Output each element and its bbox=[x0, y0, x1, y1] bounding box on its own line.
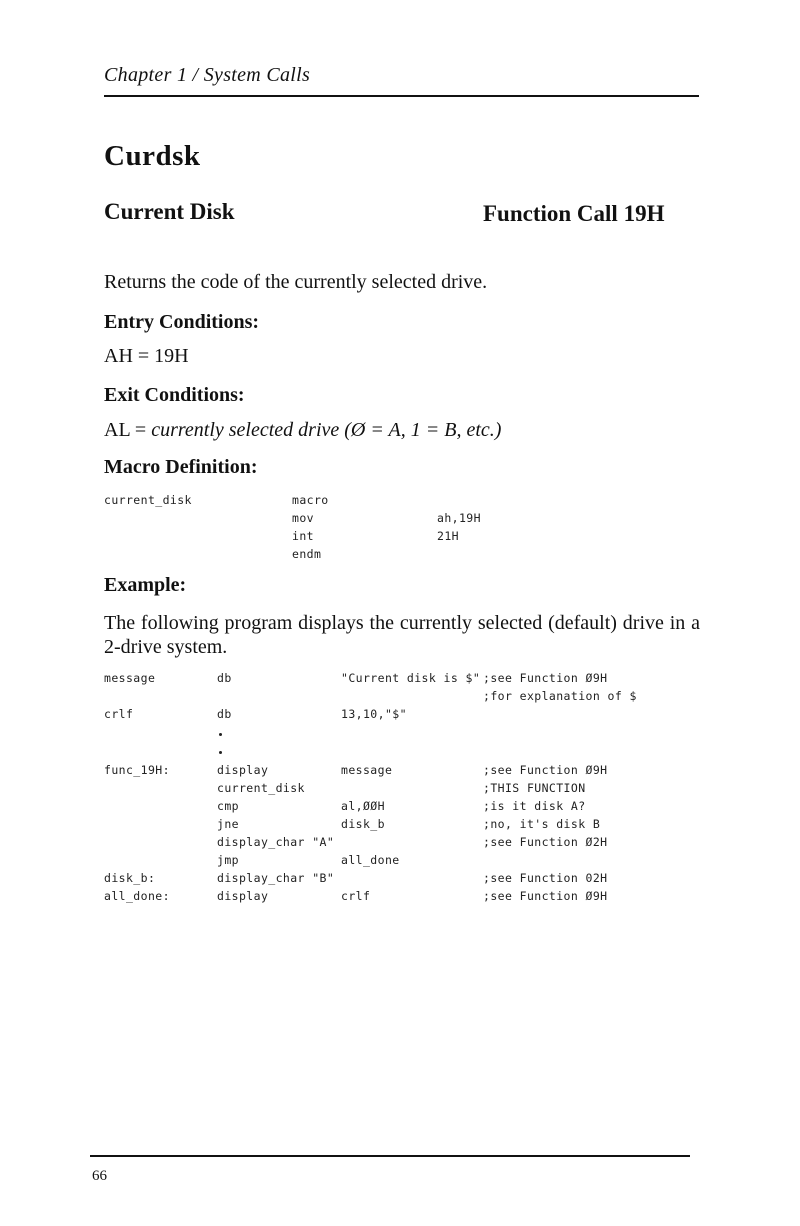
code-arg: all_done bbox=[341, 853, 400, 867]
exit-prefix: AL = bbox=[104, 419, 152, 441]
exit-conditions-value bbox=[104, 419, 501, 442]
header-rule bbox=[104, 95, 699, 97]
macro-arg: ah,19H bbox=[437, 511, 481, 525]
code-op: display_char "A" bbox=[217, 835, 335, 849]
code-op: db bbox=[217, 707, 232, 721]
code-comment: ;see Function Ø9H bbox=[483, 671, 608, 685]
code-comment: ;see Function Ø2H bbox=[483, 835, 608, 849]
exit-italic: currently selected drive (Ø = A, 1 = B, etc.) bbox=[151, 419, 502, 441]
function-call-number: Function Call 19H bbox=[483, 201, 665, 226]
page-title: Curdsk bbox=[104, 140, 201, 172]
code-op: display_char "B" bbox=[217, 871, 335, 885]
code-label: disk_b: bbox=[104, 871, 156, 885]
page-number: 66 bbox=[92, 1168, 107, 1184]
code-arg: message bbox=[341, 763, 393, 777]
example-label: Example: bbox=[104, 574, 187, 596]
example-intro: The following program displays the currently selected (default) drive in a 2-drive system. bbox=[104, 612, 700, 658]
code-op: jmp bbox=[217, 853, 239, 867]
macro-name: current_disk bbox=[104, 493, 192, 507]
function-name: Current Disk bbox=[104, 199, 235, 224]
code-op: jne bbox=[217, 817, 239, 831]
code-comment: ;see Function Ø9H bbox=[483, 889, 608, 903]
macro-definition-label: Macro Definition: bbox=[104, 456, 258, 478]
code-comment: ;for explanation of $ bbox=[483, 689, 637, 703]
code-label: crlf bbox=[104, 707, 134, 721]
code-comment: ;see Function 02H bbox=[483, 871, 608, 885]
code-comment: ;THIS FUNCTION bbox=[483, 781, 586, 795]
macro-op: int bbox=[292, 529, 314, 543]
code-arg: crlf bbox=[341, 889, 371, 903]
ellipsis-dot bbox=[219, 733, 222, 736]
code-arg: "Current disk is $" bbox=[341, 671, 481, 685]
code-op: display bbox=[217, 889, 269, 903]
code-comment: ;is it disk A? bbox=[483, 799, 586, 813]
macro-arg: 21H bbox=[437, 529, 459, 543]
code-op: db bbox=[217, 671, 232, 685]
footer-rule bbox=[90, 1155, 690, 1157]
ellipsis-dot bbox=[219, 751, 222, 754]
description: Returns the code of the currently selected drive. bbox=[104, 271, 488, 293]
code-op: current_disk bbox=[217, 781, 305, 795]
code-comment: ;no, it's disk B bbox=[483, 817, 601, 831]
code-arg: al,ØØH bbox=[341, 799, 385, 813]
code-arg: disk_b bbox=[341, 817, 385, 831]
code-label: func_19H: bbox=[104, 763, 170, 777]
entry-conditions-label: Entry Conditions: bbox=[104, 311, 260, 333]
macro-op: endm bbox=[292, 547, 322, 561]
code-label: message bbox=[104, 671, 156, 685]
entry-conditions-value: AH = 19H bbox=[104, 345, 189, 367]
code-comment: ;see Function Ø9H bbox=[483, 763, 608, 777]
code-arg: 13,10,"$" bbox=[341, 707, 407, 721]
chapter-header: Chapter 1 / System Calls bbox=[104, 64, 311, 86]
exit-conditions-label: Exit Conditions: bbox=[104, 384, 245, 406]
code-label: all_done: bbox=[104, 889, 170, 903]
macro-op: macro bbox=[292, 493, 329, 507]
code-op: display bbox=[217, 763, 269, 777]
macro-op: mov bbox=[292, 511, 314, 525]
code-op: cmp bbox=[217, 799, 239, 813]
